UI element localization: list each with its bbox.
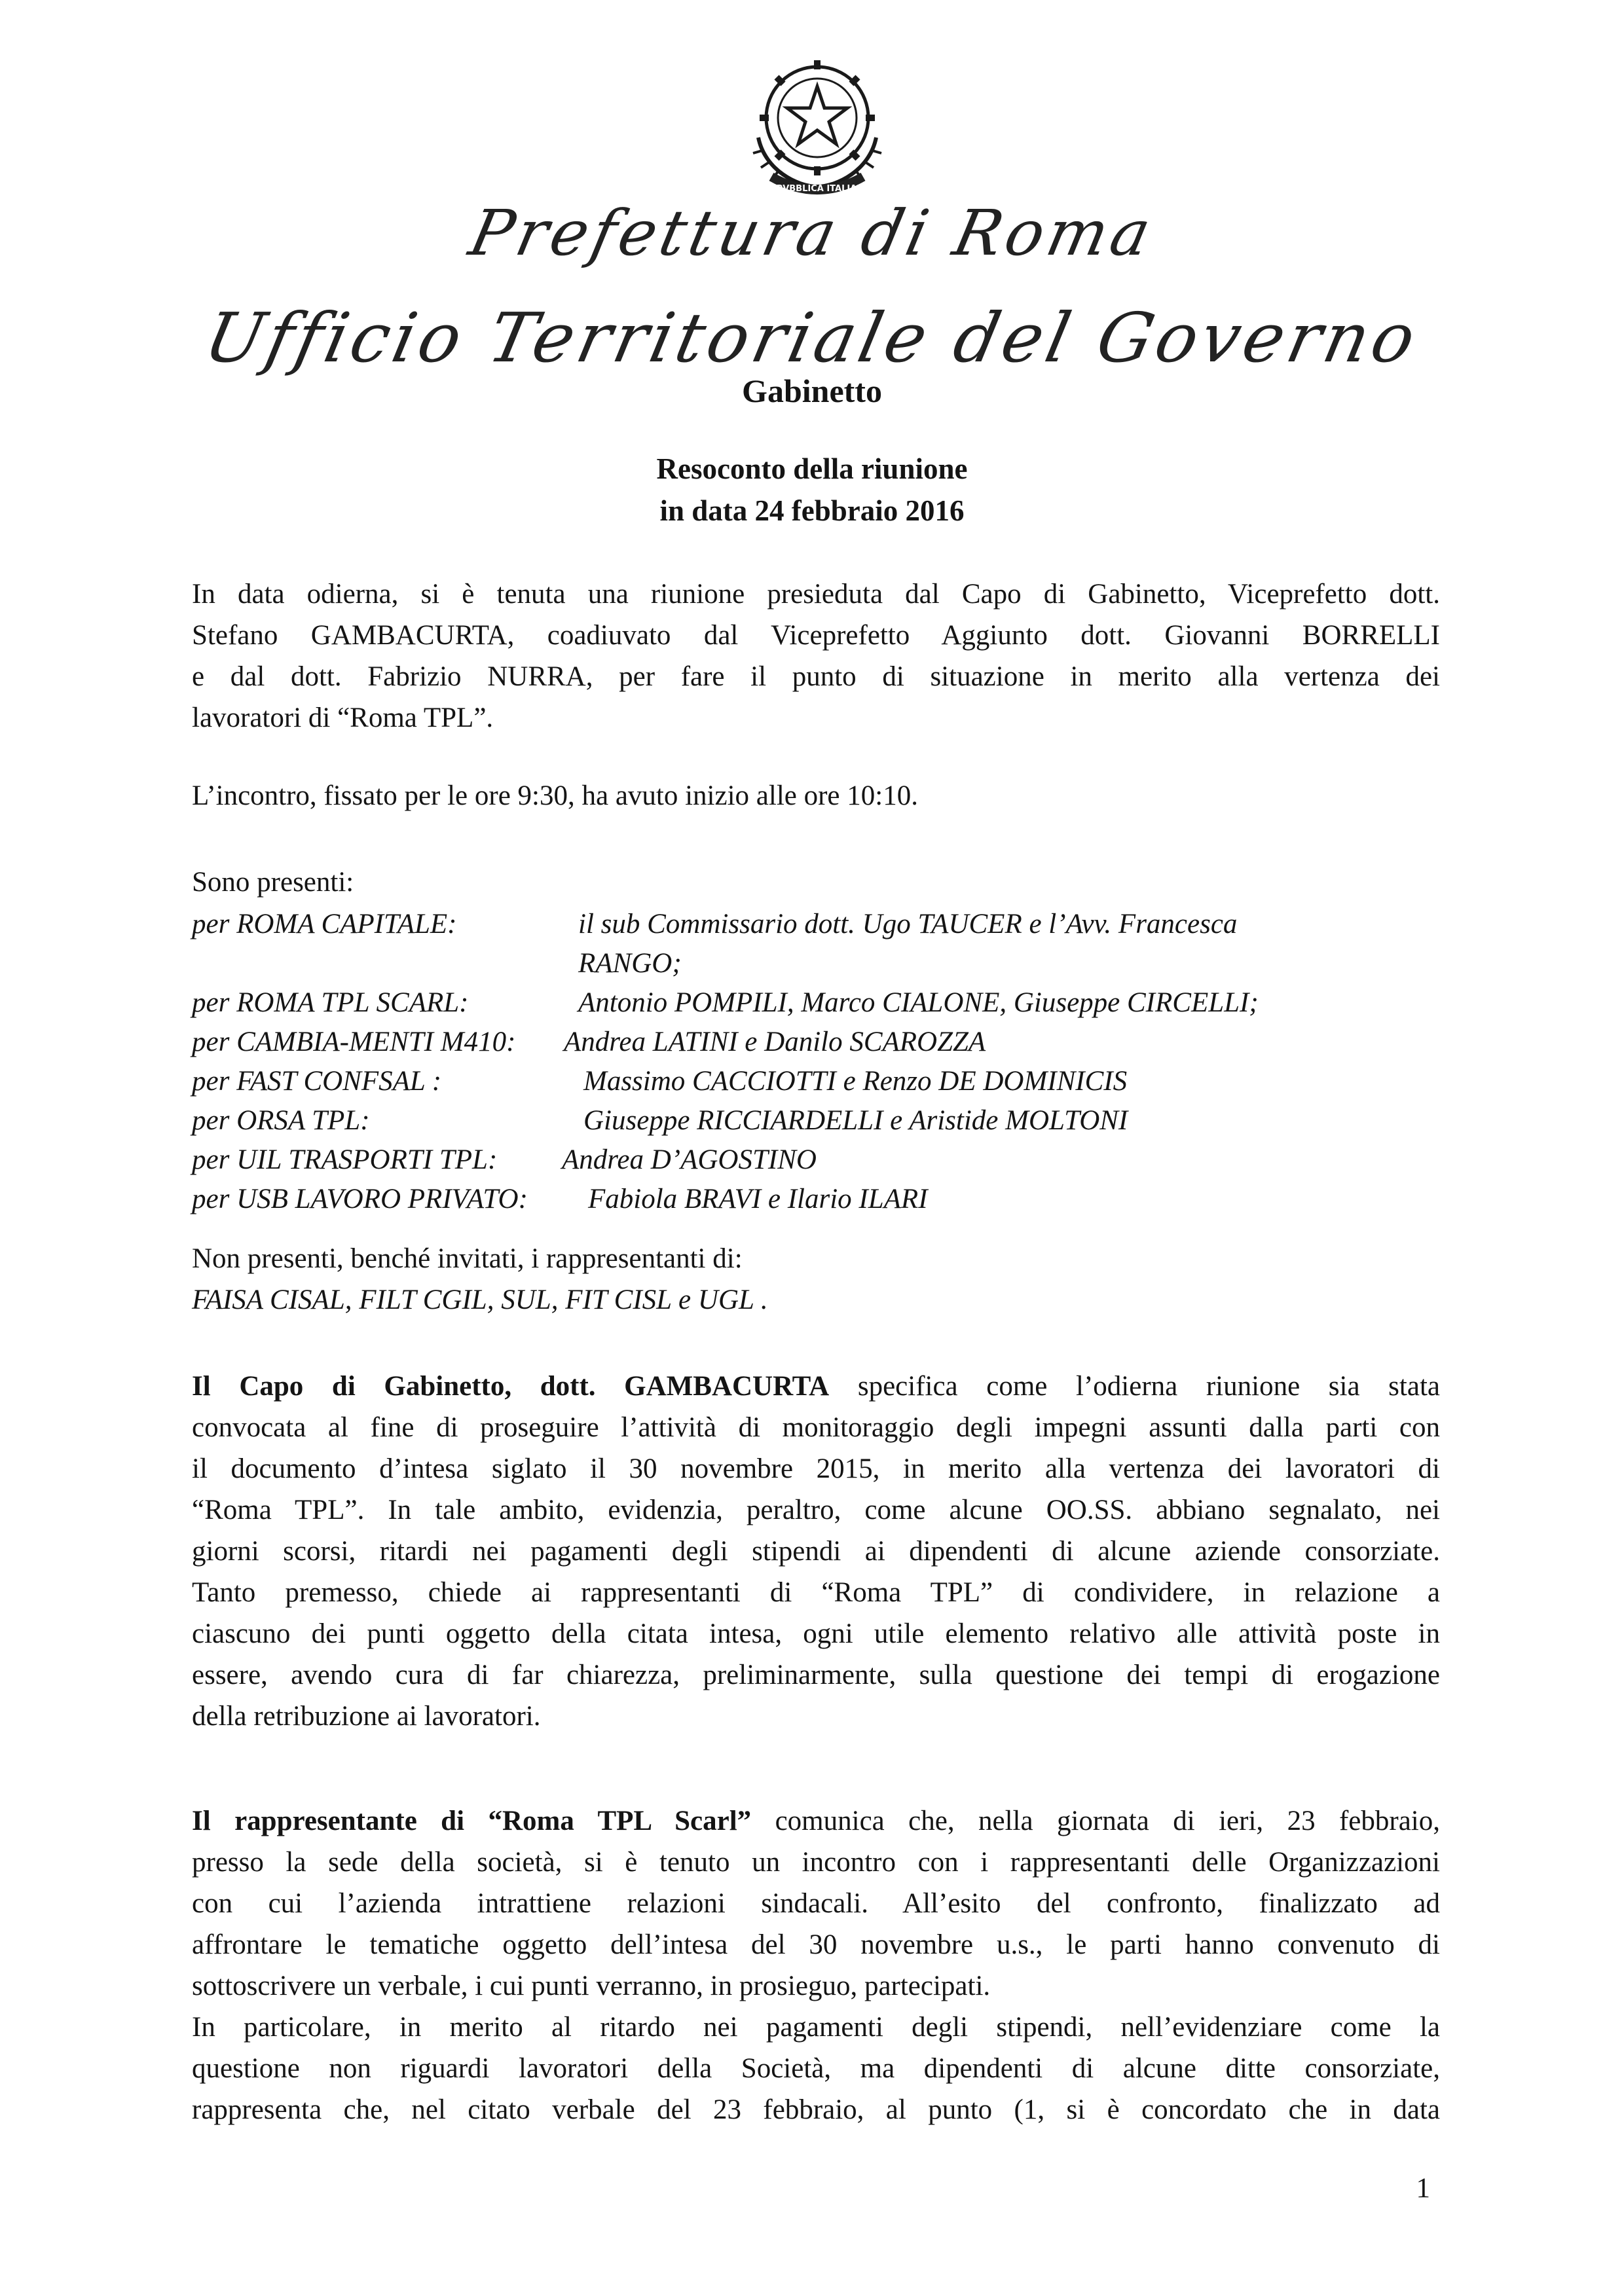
attendee-org: per CAMBIA-MENTI M410:: [192, 1027, 516, 1057]
paragraph-line: essere, avendo cura di far chiarezza, preliminarmente, sulla questione dei tempi di erogazione: [192, 1660, 1440, 1690]
attendee-org: per FAST CONFSAL :: [192, 1066, 442, 1097]
attendees-heading: [192, 862, 1440, 903]
paragraph-line: convocata al fine di proseguire l’attività di monitoraggio degli impegni assunti dalla parti con: [192, 1412, 1440, 1443]
paragraph-line: il documento d’intesa siglato il 30 novembre 2015, in merito alla vertenza dei lavoratori di: [192, 1453, 1440, 1484]
intro-line: lavoratori di “Roma TPL”.: [192, 702, 494, 733]
paragraph-line: affrontare le tematiche oggetto dell’intesa del 30 novembre u.s., le parti hanno convenuto di: [192, 1929, 1440, 1960]
attendee-names: il sub Commissario dott. Ugo TAUCER e l’Avv. Francesca: [578, 909, 1238, 939]
absent-heading: [192, 1238, 1440, 1279]
attendee-row: [192, 1101, 1440, 1140]
attendee-org: per UIL TRASPORTI TPL:: [192, 1144, 498, 1175]
paragraph-line: [192, 1366, 1440, 1407]
attendee-row: [192, 944, 1440, 983]
attendee-names: RANGO;: [578, 948, 682, 979]
speaker-line-text: comunica che, nella giornata di ieri, 23 febbraio,: [751, 1806, 1440, 1836]
paragraph-line: “Roma TPL”. In tale ambito, evidenzia, peraltro, come alcune OO.SS. abbiano segnalato, nei: [192, 1495, 1440, 1525]
roma-tpl-representative-paragraph: [192, 1800, 1440, 2130]
paragraph-line: [192, 1800, 1440, 1842]
paragraph-line: della retribuzione ai lavoratori.: [192, 1701, 541, 1732]
attendee-names: Giuseppe RICCIARDELLI e Aristide MOLTONI: [583, 1105, 1128, 1136]
paragraph-line: Tanto premesso, chiede ai rappresentanti di “Roma TPL” di condividere, in relazione a: [192, 1577, 1440, 1608]
attendee-row: [192, 905, 1440, 944]
attendee-org: per ORSA TPL:: [192, 1105, 370, 1136]
attendee-names: Massimo CACCIOTTI e Renzo DE DOMINICIS: [583, 1066, 1128, 1097]
prefecture-name: Prefettura di Roma: [463, 196, 1161, 270]
attendee-names: Andrea D’AGOSTINO: [562, 1144, 817, 1175]
chief-of-cabinet-paragraph: [192, 1366, 1440, 1737]
paragraph-line: con cui l’azienda intrattiene relazioni sindacali. All’esito del confronto, finalizzato ad: [192, 1888, 1440, 1919]
speaker-name: Il rappresentante di “Roma TPL Scarl”: [192, 1806, 752, 1836]
paragraph-line: presso la sede della società, si è tenuto un incontro con i rappresentanti delle Organizzazioni: [192, 1847, 1440, 1878]
document-title: Resoconto della riunione: [656, 452, 968, 485]
meeting-start-paragraph: [192, 775, 1440, 816]
paragraph-line: ciascuno dei punti oggetto della citata intesa, ogni utile elemento relativo alle attività poste in: [192, 1618, 1440, 1649]
meeting-start-text: L’incontro, fissato per le ore 9:30, ha avuto inizio alle ore 10:10.: [192, 780, 918, 811]
attendee-row: [192, 1180, 1440, 1219]
svg-text:REPVBBLICA ITALIANA: REPVBBLICA ITALIANA: [764, 184, 871, 194]
attendees-heading-text: Sono presenti:: [192, 867, 354, 898]
document-date: in data 24 febbraio 2016: [659, 494, 965, 527]
paragraph-line: questione non riguardi lavoratori della Società, ma dipendenti di alcune ditte consorziate,: [192, 2053, 1440, 2084]
attendee-row: [192, 983, 1440, 1023]
paragraph-line: In particolare, in merito al ritardo nei pagamenti degli stipendi, nell’evidenziare come la: [192, 2012, 1440, 2043]
office-department: Gabinetto: [742, 373, 882, 409]
attendee-org: per ROMA TPL SCARL:: [192, 987, 469, 1018]
attendees-list: [192, 905, 1440, 1219]
attendee-row: [192, 1023, 1440, 1062]
attendee-org: per USB LAVORO PRIVATO:: [192, 1184, 528, 1214]
absent-list: FAISA CISAL, FILT CGIL, SUL, FIT CISL e UGL .: [192, 1285, 768, 1315]
attendee-row: [192, 1140, 1440, 1180]
paragraph-line: giorni scorsi, ritardi nei pagamenti degli stipendi ai dipendenti di alcune aziende consorziate.: [192, 1536, 1440, 1567]
paragraph-line: rappresenta che, nel citato verbale del 23 febbraio, al punto (1, si è concordato che in data: [192, 2094, 1440, 2125]
intro-paragraph: [192, 574, 1440, 738]
speaker-line-text: specifica come l’odierna riunione sia stata: [829, 1371, 1440, 1402]
attendee-names: Andrea LATINI e Danilo SCAROZZA: [564, 1027, 986, 1057]
intro-line: Stefano GAMBACURTA, coadiuvato dal Viceprefetto Aggiunto dott. Giovanni BORRELLI: [192, 620, 1440, 651]
office-name: Ufficio Territoriale del Governo: [198, 298, 1426, 378]
attendee-names: Fabiola BRAVI e Ilario ILARI: [588, 1184, 928, 1214]
paragraph-line: sottoscrivere un verbale, i cui punti verranno, in prosieguo, partecipati.: [192, 1971, 991, 2001]
speaker-name: Il Capo di Gabinetto, dott. GAMBACURTA: [192, 1371, 830, 1402]
attendee-row: [192, 1062, 1440, 1101]
italian-republic-emblem: [739, 46, 896, 203]
attendee-org: per ROMA CAPITALE:: [192, 909, 457, 939]
page-number: 1: [1416, 2173, 1430, 2204]
attendee-names: Antonio POMPILI, Marco CIALONE, Giuseppe CIRCELLI;: [578, 987, 1259, 1018]
intro-line: e dal dott. Fabrizio NURRA, per fare il punto di situazione in merito alla vertenza dei: [192, 661, 1440, 692]
intro-line: In data odierna, si è tenuta una riunione presieduta dal Capo di Gabinetto, Viceprefetto dott.: [192, 579, 1440, 610]
absent-heading-text: Non presenti, benché invitati, i rappresentanti di:: [192, 1243, 743, 1274]
